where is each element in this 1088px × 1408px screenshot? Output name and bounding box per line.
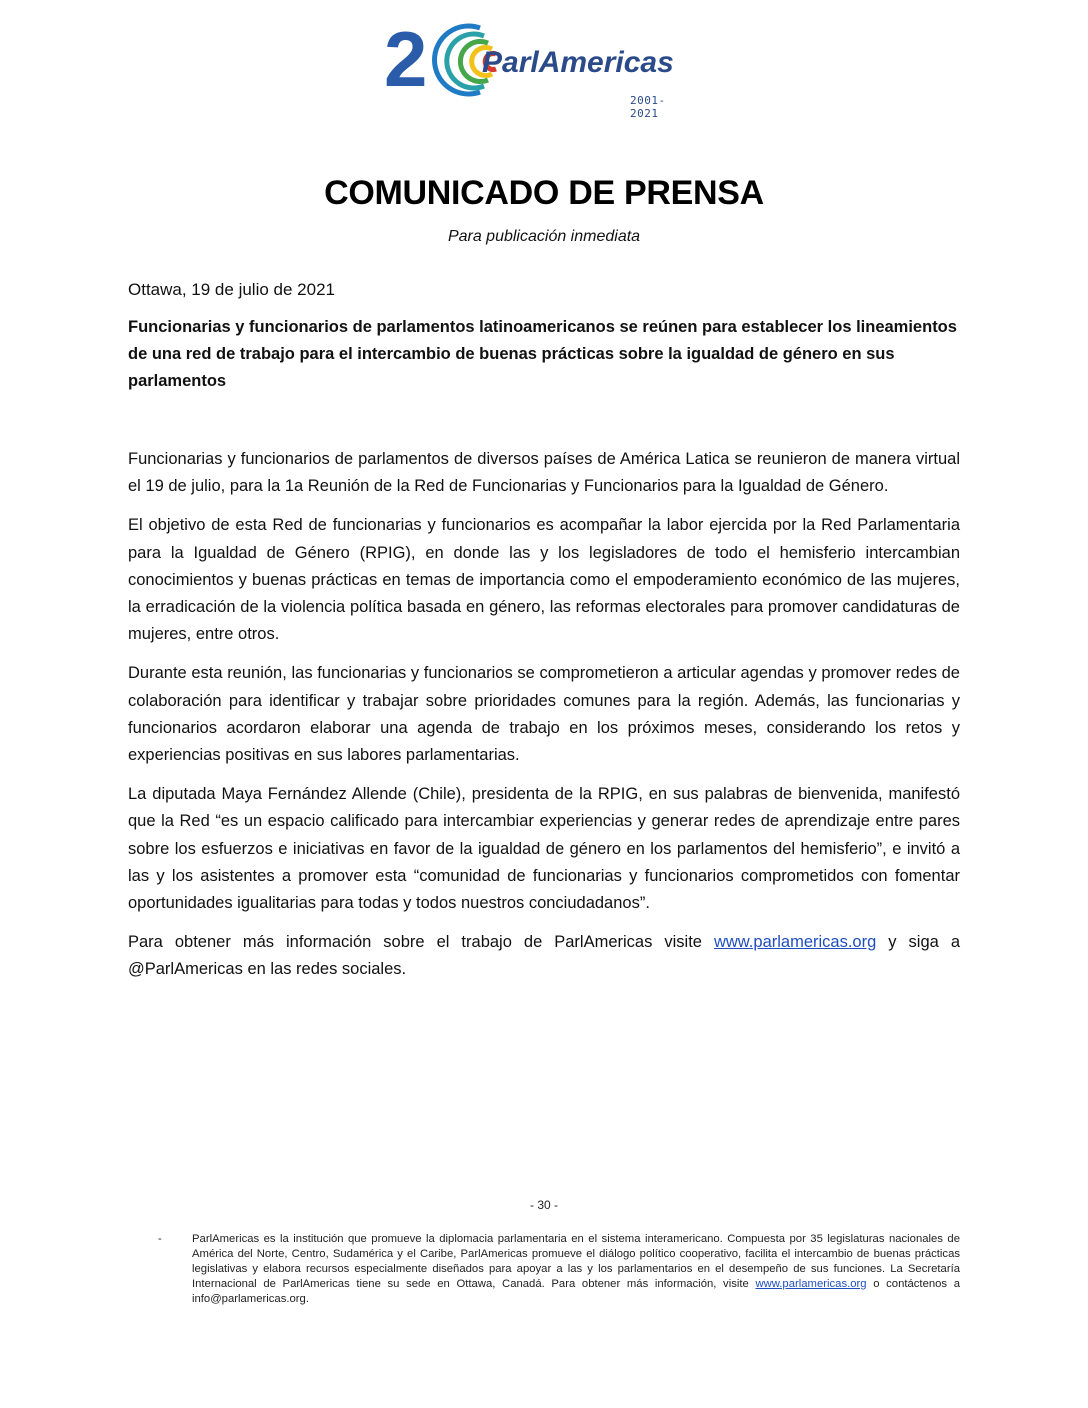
footnote-website-link[interactable]: www.parlamericas.org bbox=[755, 1278, 867, 1290]
paragraph: Durante esta reunión, las funcionarias y funcionarios se comprometieron a articular agendas y promover redes de colaboración para identificar y trabajar sobre prioridades comunes para la región. Además, las funcionarias y funcionarios acordaron elaborar una agenda de trabajo en los próximos meses, considerando los retos y experiencias positivas en sus labores parlamentarias. bbox=[128, 664, 960, 765]
logo-years: 2001-2021 bbox=[630, 94, 666, 120]
footnote-text-main: ParlAmericas es la institución que promueve la diplomacia parlamentaria en el sistema interamericano. Compuesta por 35 legislaturas nacionales de América del Norte, Centro, Sudamérica y el Caribe, ParlAmericas promueve el diálogo político cooperativo, facilita el intercambio de buenas prácticas legislativas y elabora recursos especialmente diseñados para apoyar a las y los parlamentarios en el desempeño de sus funciones. La Secretaría Internacional de ParlAmericas tiene su sede en Ottawa, Canadá. Para obtener más información, visite bbox=[192, 1233, 960, 1290]
document-title: COMUNICADO DE PRENSA bbox=[324, 174, 764, 212]
footnote-dash: - bbox=[158, 1233, 162, 1245]
document-subtitle: Para publicación inmediata bbox=[447, 228, 641, 245]
closing-text-after: y siga a @ParlAmericas en las redes sociales. bbox=[128, 933, 960, 979]
website-link[interactable]: www.parlamericas.org bbox=[713, 933, 877, 952]
footnote bbox=[160, 1232, 960, 1307]
dateline: Ottawa, 19 de julio de 2021 bbox=[128, 280, 335, 299]
closing-paragraph bbox=[128, 929, 960, 983]
paragraph: Funcionarias y funcionarios de parlamentos de diversos países de América Latica se reunieron de manera virtual el 19 de julio, para la 1a Reunión de la Red de Funcionarias y Funcionarios para la Igualdad de Género. bbox=[128, 450, 960, 496]
article-body bbox=[128, 446, 960, 996]
footnote-text bbox=[192, 1232, 960, 1307]
paragraph: El objetivo de esta Red de funcionarias y funcionarios es acompañar la labor ejercida por la Red Parlamentaria para la Igualdad de Género (RPIG), en donde las y los legisladores de todo el hemisferio intercambian conocimientos y buenas prácticas en temas de importancia como el empoderamiento económico de las mujeres, la erradicación de la violencia política basada en género, las reformas electorales para promover candidaturas de mujeres, entre otros. bbox=[128, 516, 960, 644]
footnote-text-contact: o contáctenos a info@parlamericas.org. bbox=[192, 1278, 960, 1305]
logo-wordmark: ParlAmericas bbox=[482, 46, 674, 79]
logo-number: 2 bbox=[384, 16, 428, 103]
paragraph: La diputada Maya Fernández Allende (Chile), presidenta de la RPIG, en sus palabras de bienvenida, manifestó que la Red “es un espacio calificado para intercambiar experiencias y generar redes de aprendizaje entre pares sobre los esfuerzos e iniciativas en favor de la igualdad de género en los parlamentos del hemisferio”, e invitó a las y los asistentes a promover esta “comunidad de funcionarias y funcionarios comprometidos con fomentar oportunidades igualitarias para todas y todos nuestros conciudadanos”. bbox=[128, 785, 960, 913]
page-number: - 30 - bbox=[529, 1198, 558, 1212]
parlamericas-20-logo bbox=[384, 16, 694, 120]
closing-text: Para obtener más información sobre el trabajo de ParlAmericas visite bbox=[128, 933, 714, 952]
headline: Funcionarias y funcionarios de parlamentos latinoamericanos se reúnen para establecer los lineamientos de una red de trabajo para el intercambio de buenas prácticas sobre la igualdad de género en sus parlamentos bbox=[128, 318, 957, 390]
